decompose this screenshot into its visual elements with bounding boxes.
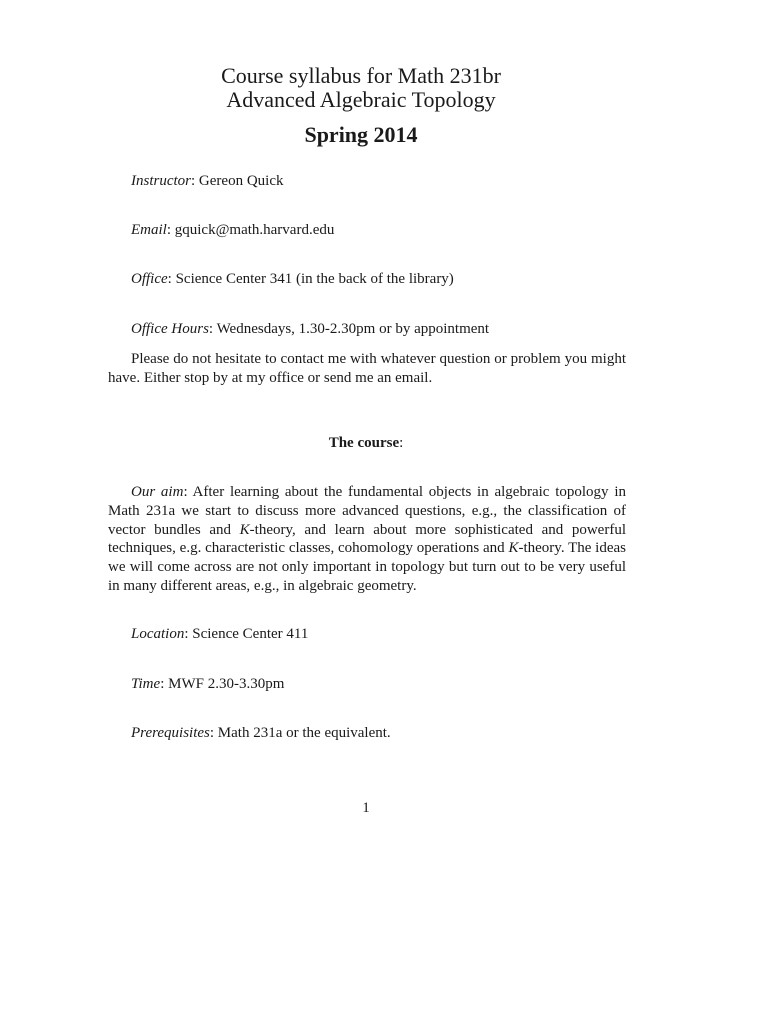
- prerequisites-value: Math 231a or the equivalent.: [217, 725, 391, 741]
- instructor-value: Gereon Quick: [198, 173, 284, 189]
- k-theory-symbol-1: K: [239, 521, 250, 538]
- office-value: Science Center 341 (in the back of the library): [175, 271, 454, 287]
- location-value: Science Center 411: [192, 626, 309, 642]
- aim-label: Our aim: [131, 484, 184, 500]
- time-field: Time: MWF 2.30-3.30pm: [131, 676, 285, 692]
- page-number: 1: [362, 800, 370, 816]
- course-heading-suffix: :: [399, 435, 404, 451]
- time-label: Time: [131, 676, 161, 692]
- location-field: Location: Science Center 411: [131, 626, 309, 642]
- title-block: [0, 64, 722, 169]
- prerequisites-label: Prerequisites: [131, 725, 210, 741]
- k-theory-symbol-2: K: [508, 540, 519, 557]
- email-field: Email: gquick@math.harvard.edu: [131, 222, 335, 238]
- office-field: Office: Science Center 341 (in the back of the library): [131, 271, 454, 287]
- office-label: Office: [131, 271, 168, 287]
- email-label: Email: [131, 222, 167, 238]
- aim-text-2: -theory, and learn about more sophisticated and powerful techniques, e.g. characteristic classes, cohomology operations and: [108, 521, 626, 557]
- instructor-label: Instructor: [131, 173, 191, 189]
- title-line-1: Course syllabus for Math 231br: [221, 63, 501, 88]
- aim-paragraph: Our aim: After learning about the fundamental objects in algebraic topology in Math 231a we start to discuss more advanced questions, e.g., the classification of vector bundles and K-theory, and learn about more sophisticated and powerful techniques, e.g. characteristic classes, cohomology operations and K-theory. The ideas we will come across are not only important in topology but turn out to be very useful in many different areas, e.g., in algebraic geometry.: [108, 484, 626, 594]
- office-hours-value: Wednesdays, 1.30-2.30pm or by appointment: [216, 321, 490, 337]
- aim-text-3: -theory. The ideas we will come across are not only important in topology but turn out to be very useful in many different areas, e.g., in algebraic geometry.: [108, 540, 626, 594]
- email-value: gquick@math.harvard.edu: [174, 222, 335, 238]
- office-hours-label: Office Hours: [131, 321, 209, 337]
- prerequisites-field: Prerequisites: Math 231a or the equivalent.: [131, 725, 391, 741]
- office-hours-field: Office Hours: Wednesdays, 1.30-2.30pm or by appointment: [131, 321, 490, 337]
- course-heading: [0, 434, 732, 453]
- time-value: MWF 2.30-3.30pm: [168, 676, 285, 692]
- instructor-field: Instructor: Gereon Quick: [131, 173, 284, 189]
- course-heading-text: The course: [328, 435, 400, 451]
- aim-text-1: After learning about the fundamental objects in algebraic topology in Math 231a we start to discuss more advanced questions, e.g., the classification of vector bundles and: [108, 484, 626, 538]
- title-term: Spring 2014: [304, 122, 418, 147]
- location-label: Location: [131, 626, 185, 642]
- title-line-2: Advanced Algebraic Topology: [226, 87, 496, 112]
- contact-paragraph: Please do not hesitate to contact me with whatever question or problem you might have. Either stop by at my office or send me an email.: [108, 351, 626, 386]
